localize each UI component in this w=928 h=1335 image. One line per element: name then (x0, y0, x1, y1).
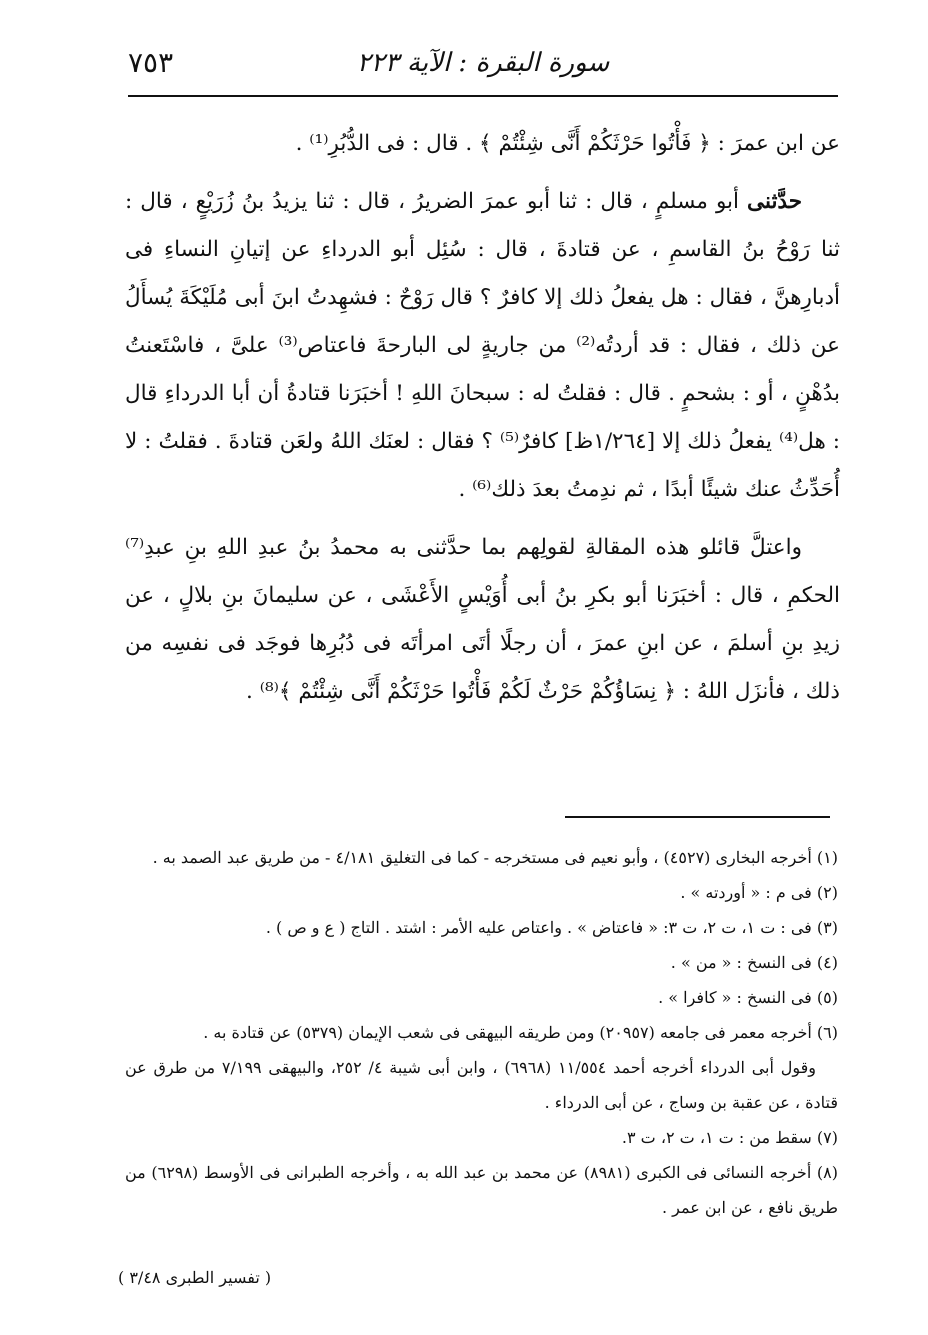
footnote: (١) أخرجه البخارى (٤٥٢٧) ، وأبو نعيم فى مستخرجه - كما فى التغليق ٤/١٨١ - من طريق عبد الصمد به . (152, 848, 838, 867)
footnote: (٥) فى النسخ : « كافرا » . (658, 988, 838, 1007)
text-paragraph (125, 524, 840, 716)
footnote: (٤) فى النسخ : « من » . (670, 953, 838, 972)
footnote-divider (565, 816, 830, 818)
text-paragraph (125, 178, 840, 514)
paragraph-text: عن ابن عمرَ : ﴿ فَأْتُوا حَرْثَكُمْ أَنَّى شِئْتُمْ ﴾ . قال : فى الدُّبُرِ⁽¹⁾ . (295, 131, 840, 156)
paragraph-text: أبو مسلمٍ ، قال : ثنا أبو عمرَ الضريرُ ، قال : ثنا يزيدُ بنُ زُرَيْعٍ ، قال : ثنا رَوْحُ بنُ القاسمِ ، عن قتادةَ ، قال : سُئِل أبو الدرداءِ عن إتيانِ النساءِ فى أدبارِهنَّ ، فقال : هل يفعلُ ذلك إلا كافرٌ ؟ قال رَوْحٌ : فشهِدتُ ابنَ أبى مُلَيْكَةَ يُسأَلُ عن ذلك ، فقال : قد أردتُه⁽²⁾ من جاريةٍ لى البارحةَ فاعتاص⁽³⁾ علىَّ ، فاسْتَعنتُ بدُهْنٍ ، أو : بشحمٍ . قال : فقلتُ له : سبحانَ اللهِ ! أخبَرَنا قتادةُ أن أبا الدرداءِ قال : هل⁽⁴⁾ يفعلُ ذلك إلا [١/٢٦٤ظ] كافرٌ⁽⁵⁾ ؟ فقال : لعنَك اللهُ ولعَن قتادةَ . فقلتُ : لا أُحَدِّثُ عنك شيئًا أبدًا ، ثم ندِمتُ بعدَ ذلك⁽⁶⁾ . (125, 189, 840, 502)
footnote: (٧) سقط من : ت ١، ت ٢، ت ٣. (621, 1128, 838, 1147)
footnote: (٢) فى م : « أوردته » . (680, 883, 838, 902)
source-reference: ( تفسير الطبرى ٣/٤٨ ) (118, 1268, 272, 1287)
paragraph-text: واعتلَّ قائلو هذه المقالةِ لقولِهم بما حدَّثنى به محمدُ بنُ عبدِ اللهِ بنِ عبدِ⁽⁷⁾ الحكمِ ، قال : أخبَرَنا أبو بكرِ بنُ أبى أُوَيْسٍ الأَعْشَى ، عن سليمانَ بنِ بلالٍ ، عن زيدِ بنِ أسلمَ ، عن ابنِ عمرَ ، أن رجلًا أتَى امرأتَه فى دُبُرِها فوجَد فى نفسِه من ذلك ، فأنزَل اللهُ : ﴿ نِسَاؤُكُمْ حَرْثٌ لَكُمْ فَأْتُوا حَرْثَكُمْ أَنَّى شِئْتُمْ ﴾⁽⁸⁾ . (125, 535, 840, 704)
text-paragraph (125, 120, 840, 168)
main-text (125, 120, 840, 716)
surah-title: سورة البقرة : الآية ٢٢٣ (356, 48, 610, 78)
narration-lead: حدَّثنى (747, 189, 802, 214)
footnote-continuation: وقول أبى الدرداء أخرجه أحمد ١١/٥٥٤ (٦٩٦٨) ، وابن أبى شيبة ٤/ ٢٥٢، والبيهقى ٧/١٩٩ من طرق عن قتادة ، عن عقبة بن وساج ، عن أبى الدرداء . (125, 1058, 838, 1112)
footnote: (٣) فى : ت ١، ت ٢، ت ٣: « فاعتاض » . واعتاص عليه الأمر : اشتد . التاج ( ع و ص ) . (265, 918, 838, 937)
page-number: ٧٥٣ (128, 46, 174, 79)
footnote: (٦) أخرجه معمر فى جامعه (٢٠٩٥٧) ومن طريقه البيهقى فى شعب الإيمان (٥٣٧٩) عن قتادة به . (203, 1023, 838, 1042)
footnote: (٨) أخرجه النسائى فى الكبرى (٨٩٨١) عن محمد بن عبد الله به ، وأخرجه الطبرانى فى الأوسط (٦٢٩٨) من طريق نافع ، عن ابن عمر . (125, 1163, 839, 1217)
header-divider (128, 95, 838, 97)
footnotes (125, 840, 838, 1225)
running-header (128, 42, 838, 92)
